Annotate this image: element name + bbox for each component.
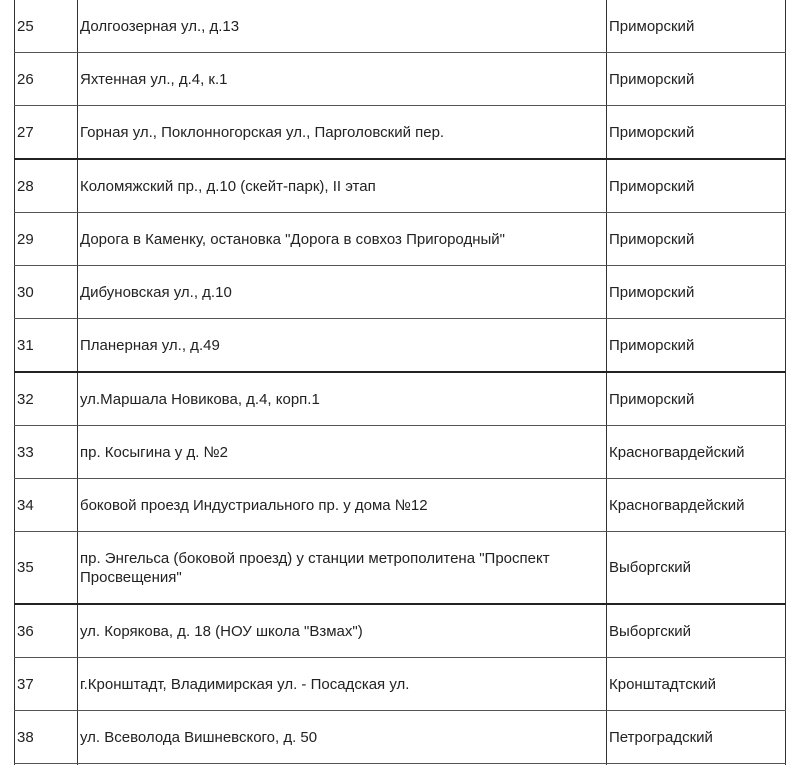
- row-address: ул. Корякова, д. 18 (НОУ школа "Взмах"): [78, 604, 607, 658]
- row-district: Приморский: [607, 106, 786, 160]
- table-row: [15, 213, 786, 266]
- row-number: 26: [15, 53, 78, 106]
- table-row: [15, 479, 786, 532]
- row-number: 33: [15, 426, 78, 479]
- row-number: 32: [15, 372, 78, 426]
- locations-table: [14, 0, 786, 765]
- row-number: 27: [15, 106, 78, 160]
- row-address: Коломяжский пр., д.10 (скейт-парк), II этап: [78, 159, 607, 213]
- row-address: Дорога в Каменку, остановка "Дорога в совхоз Пригородный": [78, 213, 607, 266]
- row-number: 36: [15, 604, 78, 658]
- row-number: 31: [15, 319, 78, 373]
- row-district: Приморский: [607, 372, 786, 426]
- table-row: [15, 711, 786, 764]
- row-address: боковой проезд Индустриального пр. у дома №12: [78, 479, 607, 532]
- row-district: Петроградский: [607, 711, 786, 764]
- row-number: 37: [15, 658, 78, 711]
- row-address: Горная ул., Поклонногорская ул., Парголовский пер.: [78, 106, 607, 160]
- row-district: Приморский: [607, 0, 786, 53]
- row-address: Яхтенная ул., д.4, к.1: [78, 53, 607, 106]
- table-row: [15, 532, 786, 605]
- table-row: [15, 266, 786, 319]
- row-number: 29: [15, 213, 78, 266]
- row-district: Красногвардейский: [607, 426, 786, 479]
- locations-table-container: [14, 0, 781, 765]
- row-district: Приморский: [607, 53, 786, 106]
- table-row: [15, 658, 786, 711]
- row-address: пр. Косыгина у д. №2: [78, 426, 607, 479]
- table-row: [15, 426, 786, 479]
- table-row: [15, 319, 786, 373]
- row-address: пр. Энгельса (боковой проезд) у станции метрополитена "Проспект Просвещения": [78, 532, 607, 605]
- row-district: Приморский: [607, 213, 786, 266]
- row-number: 38: [15, 711, 78, 764]
- row-number: 30: [15, 266, 78, 319]
- row-address: Долгоозерная ул., д.13: [78, 0, 607, 53]
- row-district: Приморский: [607, 319, 786, 373]
- row-number: 34: [15, 479, 78, 532]
- row-district: Красногвардейский: [607, 479, 786, 532]
- row-district: Выборгский: [607, 604, 786, 658]
- row-number: 35: [15, 532, 78, 605]
- row-district: Приморский: [607, 159, 786, 213]
- table-row: [15, 159, 786, 213]
- row-district: Выборгский: [607, 532, 786, 605]
- row-number: 25: [15, 0, 78, 53]
- table-row: [15, 372, 786, 426]
- row-number: 28: [15, 159, 78, 213]
- row-district: Приморский: [607, 266, 786, 319]
- row-address: г.Кронштадт, Владимирская ул. - Посадская ул.: [78, 658, 607, 711]
- row-address: Планерная ул., д.49: [78, 319, 607, 373]
- row-address: ул. Всеволода Вишневского, д. 50: [78, 711, 607, 764]
- row-address: ул.Маршала Новикова, д.4, корп.1: [78, 372, 607, 426]
- table-row: [15, 53, 786, 106]
- table-row: [15, 604, 786, 658]
- row-address: Дибуновская ул., д.10: [78, 266, 607, 319]
- table-row: [15, 106, 786, 160]
- row-district: Кронштадтский: [607, 658, 786, 711]
- table-row: [15, 0, 786, 53]
